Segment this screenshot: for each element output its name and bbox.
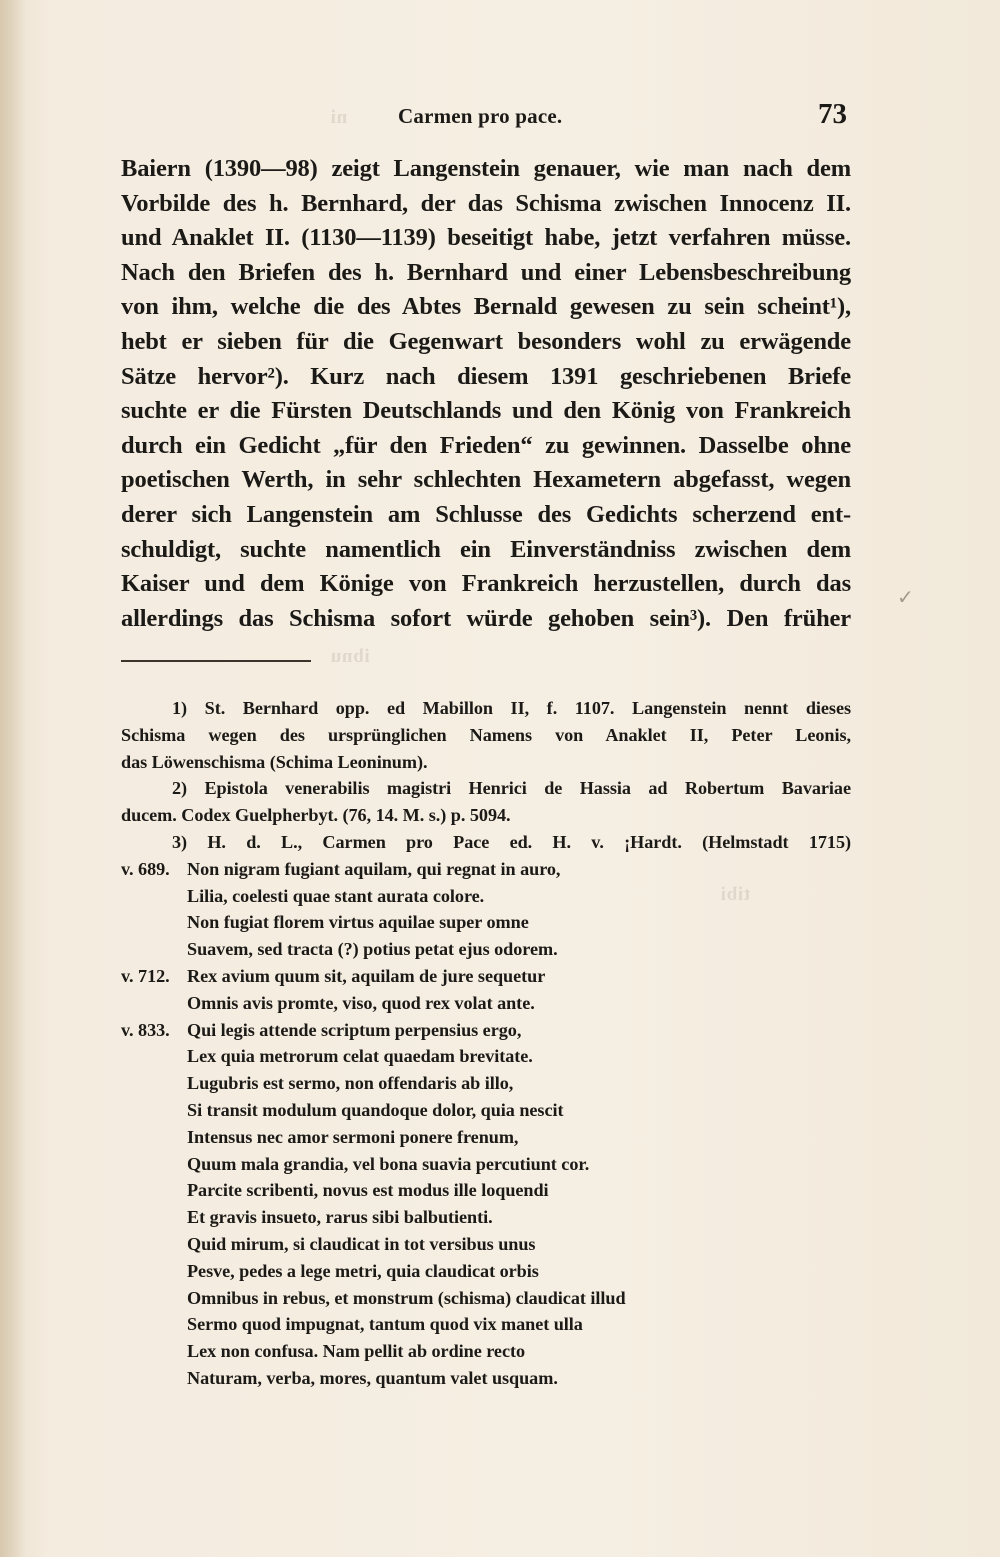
verse-line: Si transit modulum quandoque dolor, quia nescit	[187, 1099, 564, 1120]
footnote-1-line: Schisma wegen des ursprünglichen Namens von Anaklet II, Peter Leonis,	[121, 724, 851, 745]
body-line: derer sich Langenstein am Schlusse des Gedichts scherzend ent-	[121, 500, 851, 528]
verse-line	[121, 1017, 851, 1044]
footnote-3-intro: 3) H. d. L., Carmen pro Pace ed. H. v. ¡Hardt. (Helmstadt 1715)	[172, 831, 851, 852]
verse-line: Naturam, verba, mores, quantum valet usquam.	[187, 1367, 558, 1388]
footnote-separator	[121, 660, 311, 662]
bleed-through-text-right: tibi	[720, 884, 751, 905]
verse-line	[121, 963, 851, 990]
verse-line: Omnis avis promte, viso, quod rex volat ante.	[187, 992, 535, 1013]
handwritten-margin-mark: ✓	[897, 585, 914, 609]
verse-number: v. 712.	[121, 965, 170, 986]
verse-line: Sermo quod impugnat, tantum quod vix manet ulla	[187, 1314, 583, 1335]
verse-line: Parcite scribenti, novus est modus ille loquendi	[187, 1180, 549, 1201]
footnote-1-line: 1) St. Bernhard opp. ed Mabillon II, f. 1107. Langenstein nennt dieses	[172, 698, 851, 718]
verse-number: v. 833.	[121, 1019, 170, 1040]
verse-line: Et gravis insueto, rarus sibi balbutienti.	[187, 1207, 493, 1228]
verse-line: Non fugiat florem virtus aquilae super omne	[187, 912, 529, 933]
main-text	[121, 152, 851, 636]
bleed-through-text-footnote: ibnu	[330, 646, 370, 667]
footnotes	[121, 695, 851, 1392]
verse-line: Quid mirum, si claudicat in tot versibus unus	[187, 1233, 536, 1254]
body-line: Kaiser und dem Könige von Frankreich herzustellen, durch das	[121, 570, 851, 598]
page-gutter-shadow	[0, 0, 26, 1557]
body-line: hebt er sieben für die Gegenwart besonders wohl zu erwägende	[121, 327, 851, 355]
body-line: poetischen Werth, in sehr schlechten Hexametern abgefasst, wegen	[121, 466, 851, 494]
verse-text: Rex avium quum sit, aquilam de jure sequetur	[187, 965, 546, 986]
verse-line: Intensus nec amor sermoni ponere frenum,	[187, 1126, 519, 1147]
body-line: Baiern (1390—98) zeigt Langenstein genauer, wie man nach dem	[121, 155, 851, 182]
verse-text: Non nigram fugiant aquilam, qui regnat in auro,	[187, 858, 561, 879]
bleed-through-text-top: ni	[330, 107, 348, 128]
verse-line: Suavem, sed tracta (?) potius petat ejus odorem.	[187, 939, 558, 960]
body-line: und Anaklet II. (1130—1139) beseitigt habe, jetzt verfahren müsse.	[121, 224, 851, 252]
verse-line: Lex quia metrorum celat quaedam brevitate.	[187, 1046, 533, 1067]
verse-line: Lex non confusa. Nam pellit ab ordine recto	[187, 1341, 526, 1362]
running-head	[0, 98, 1000, 138]
body-line: Sätze hervor²). Kurz nach diesem 1391 geschriebenen Briefe	[121, 362, 851, 390]
verse-line: Lilia, coelesti quae stant aurata colore.	[187, 885, 485, 906]
verse-line: Omnibus in rebus, et monstrum (schisma) claudicat illud	[187, 1287, 626, 1308]
footnote-1-line: das Löwenschisma (Schima Leoninum).	[121, 751, 428, 772]
page-number: 73	[818, 98, 847, 130]
verse-line	[121, 856, 851, 883]
body-line: von ihm, welche die des Abtes Bernald gewesen zu sein scheint¹),	[121, 293, 851, 321]
body-line: suchte er die Fürsten Deutschlands und den König von Frankreich	[121, 397, 851, 425]
footnote-2-line: 2) Epistola venerabilis magistri Henrici de Hassia ad Robertum Bavariae	[172, 778, 851, 799]
verse-line: Lugubris est sermo, non offendaris ab illo,	[187, 1073, 514, 1094]
body-line: durch ein Gedicht „für den Frieden“ zu gewinnen. Dasselbe ohne	[121, 431, 851, 459]
body-line: schuldigt, suchte namentlich ein Einverständniss zwischen dem	[121, 535, 851, 563]
verse-line: Pesve, pedes a lege metri, quia claudicat orbis	[187, 1260, 539, 1281]
verse-number: v. 689.	[121, 858, 170, 879]
body-line: allerdings das Schisma sofort würde gehoben sein³). Den früher	[121, 604, 851, 632]
running-title: Carmen pro pace.	[398, 104, 563, 128]
body-line: Nach den Briefen des h. Bernhard und einer Lebensbeschreibung	[121, 258, 851, 286]
footnote-2-line: ducem. Codex Guelpherbyt. (76, 14. M. s.) p. 5094.	[121, 805, 511, 826]
body-line: Vorbilde des h. Bernhard, der das Schisma zwischen Innocenz II.	[121, 189, 851, 217]
verse-text: Qui legis attende scriptum perpensius ergo,	[187, 1019, 522, 1040]
verse-line: Quum mala grandia, vel bona suavia percutiunt cor.	[187, 1153, 590, 1174]
